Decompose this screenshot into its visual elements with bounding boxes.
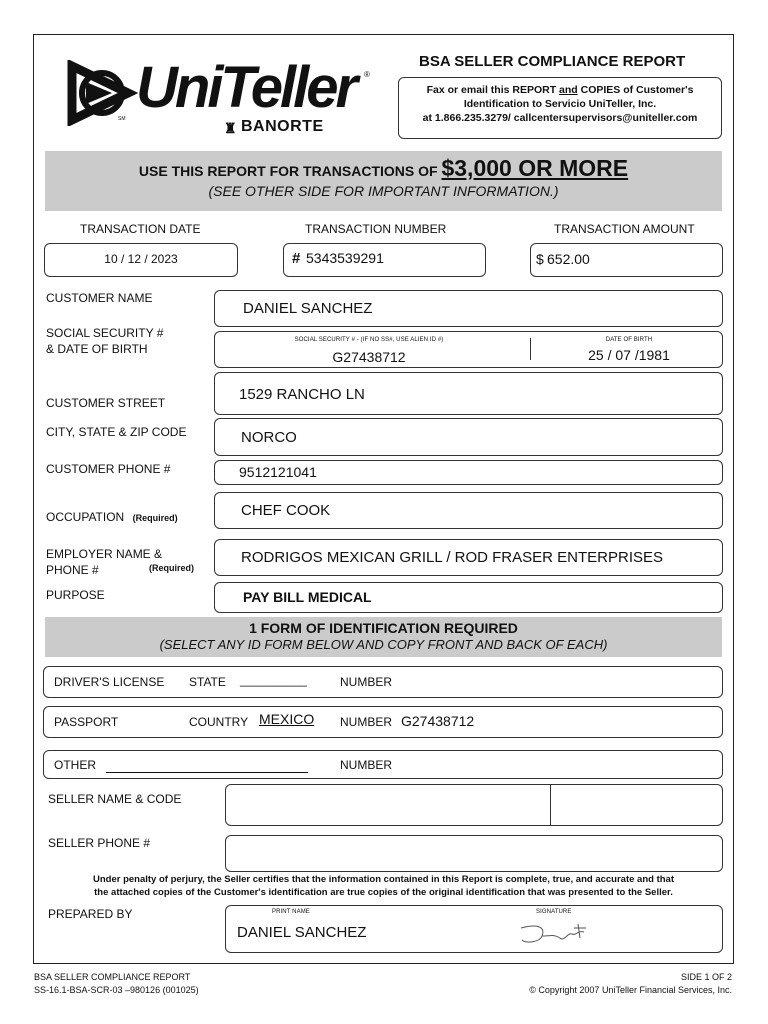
dob-sublabel: DATE OF BIRTH <box>605 337 653 343</box>
customer-name-value: DANIEL SANCHEZ <box>243 300 373 317</box>
print-name-label: PRINT NAME <box>272 909 310 915</box>
customer-phone-value: 9512121041 <box>239 464 317 480</box>
perjury-statement-line-2: the attached copies of the Customer's identification are true copies of the original identification that was presented to the Seller. <box>94 887 673 898</box>
purpose-value: PAY BILL MEDICAL <box>243 589 372 605</box>
logo-mark-icon <box>66 60 138 126</box>
customer-street-value: 1529 RANCHO LN <box>239 386 365 403</box>
customer-street-label: CUSTOMER STREET <box>46 396 166 410</box>
footer-right-line-1: SIDE 1 OF 2 <box>680 972 732 982</box>
footer-right-line-2: © Copyright 2007 UniTeller Financial Services, Inc. <box>529 985 732 995</box>
dob-value: 25 / 07 /1981 <box>588 347 670 363</box>
id-section-title: 1 FORM OF IDENTIFICATION REQUIRED <box>249 620 518 636</box>
fax-line-1-and: and <box>559 84 578 96</box>
seller-name-code-label: SELLER NAME & CODE <box>48 792 182 806</box>
banner-prefix: USE THIS REPORT FOR TRANSACTIONS OF <box>138 163 442 179</box>
fax-line-1-b: COPIES of Customer's <box>577 84 694 96</box>
ssn-sublabel: SOCIAL SECURITY # - (IF NO SS#, USE ALIEN ID #) <box>294 337 444 343</box>
logo-registered-mark: ® <box>364 70 370 79</box>
other-id-number-label: NUMBER <box>340 758 393 772</box>
transaction-amount-value: 652.00 <box>547 251 590 267</box>
purpose-label: PURPOSE <box>46 588 105 602</box>
other-id-label: OTHER <box>54 758 96 772</box>
signature-label: SIGNATURE <box>536 909 572 915</box>
fax-line-1-a: Fax or email this REPORT <box>426 84 560 96</box>
other-id-blank-line <box>106 772 308 773</box>
transaction-number-value: 5343539291 <box>306 250 384 266</box>
print-name-value: DANIEL SANCHEZ <box>237 924 367 941</box>
fax-line-3: at 1.866.235.3279/ callcentersupervisors@uniteller.com <box>422 112 698 124</box>
fax-line-1 <box>399 83 721 97</box>
occupation-label-text: OCCUPATION <box>46 510 125 524</box>
city-state-zip-field[interactable] <box>214 418 723 456</box>
transaction-number-field[interactable] <box>283 243 486 277</box>
occupation-field[interactable] <box>214 492 723 529</box>
passport-row[interactable] <box>43 706 723 738</box>
logo-wordmark: UniTeller <box>136 55 356 120</box>
occupation-required: (Required) <box>132 513 178 523</box>
threshold-banner <box>45 151 722 211</box>
customer-name-label: CUSTOMER NAME <box>46 291 153 305</box>
seller-name-code-field[interactable] <box>225 784 723 826</box>
uniteller-logo <box>66 56 376 136</box>
footer-left-line-2: SS-16.1-BSA-SCR-03 –980126 (001025) <box>34 985 199 995</box>
purpose-field[interactable] <box>214 582 723 613</box>
transaction-number-hash: # <box>292 250 301 267</box>
employer-label-2: PHONE # <box>46 563 99 577</box>
ssn-value: G27438712 <box>332 349 406 365</box>
transaction-amount-label: TRANSACTION AMOUNT <box>554 222 695 236</box>
drivers-license-label: DRIVER'S LICENSE <box>54 675 165 689</box>
occupation-label <box>46 510 178 524</box>
customer-phone-field[interactable] <box>214 460 723 485</box>
passport-label: PASSPORT <box>54 715 119 729</box>
footer-left-line-1: BSA SELLER COMPLIANCE REPORT <box>34 972 191 982</box>
id-section-banner <box>45 617 722 657</box>
logo-sm-mark: SM <box>118 116 126 122</box>
seller-phone-field[interactable] <box>225 835 723 872</box>
customer-phone-label: CUSTOMER PHONE # <box>46 462 171 476</box>
employer-label-1: EMPLOYER NAME & <box>46 547 163 561</box>
drivers-license-state-value: __________ <box>240 673 307 687</box>
ssn-label-2: & DATE OF BIRTH <box>46 342 148 356</box>
ssn-dob-field[interactable] <box>214 331 723 368</box>
transaction-number-label: TRANSACTION NUMBER <box>305 222 447 236</box>
city-state-zip-label: CITY, STATE & ZIP CODE <box>46 425 187 439</box>
prepared-by-label: PREPARED BY <box>48 907 133 921</box>
transaction-date-value: 10 / 12 / 2023 <box>104 252 178 266</box>
banner-subline: (SEE OTHER SIDE FOR IMPORTANT INFORMATION.) <box>208 183 559 199</box>
ssn-dob-divider <box>530 338 531 360</box>
occupation-value: CHEF COOK <box>241 502 331 519</box>
transaction-amount-field[interactable] <box>530 243 723 277</box>
employer-required: (Required) <box>149 563 194 573</box>
transaction-date-label: TRANSACTION DATE <box>80 222 201 236</box>
customer-street-field[interactable] <box>214 372 723 415</box>
banner-line <box>45 155 722 182</box>
seller-phone-label: SELLER PHONE # <box>48 836 151 850</box>
customer-name-field[interactable] <box>214 290 723 327</box>
fax-line-2: Identification to Servicio UniTeller, Inc. <box>463 98 657 110</box>
drivers-license-row[interactable] <box>43 666 723 698</box>
passport-country-value: MEXICO <box>259 711 315 727</box>
passport-country-label: COUNTRY <box>189 715 249 729</box>
seller-name-code-divider <box>550 785 551 825</box>
drivers-license-number-label: NUMBER <box>340 675 393 689</box>
id-section-subtitle: (SELECT ANY ID FORM BELOW AND COPY FRONT AND BACK OF EACH) <box>159 637 608 652</box>
perjury-statement-line-1: Under penalty of perjury, the Seller certifies that the information contained in this Report is complete, true, and accurate and that <box>92 874 674 885</box>
city-state-zip-value: NORCO <box>241 429 297 446</box>
banner-amount: $3,000 OR MORE <box>441 155 629 181</box>
transaction-amount-dollar: $ <box>536 251 544 267</box>
drivers-license-state-label: STATE <box>189 675 226 689</box>
employer-field[interactable] <box>214 539 723 576</box>
passport-number-label: NUMBER <box>340 715 393 729</box>
passport-number-value: G27438712 <box>401 713 475 729</box>
signature-mark <box>516 918 596 950</box>
fax-instructions-box <box>398 77 722 139</box>
logo-sub-banorte: BANORTE <box>241 118 324 135</box>
prepared-by-field[interactable] <box>225 905 723 953</box>
other-id-row[interactable] <box>43 750 723 779</box>
banorte-icon: ♜ <box>224 120 237 136</box>
ssn-label-1: SOCIAL SECURITY # <box>46 326 164 340</box>
employer-value: RODRIGOS MEXICAN GRILL / ROD FRASER ENTERPRISES <box>241 549 664 566</box>
transaction-date-field[interactable] <box>44 243 238 277</box>
report-title: BSA SELLER COMPLIANCE REPORT <box>419 53 686 70</box>
